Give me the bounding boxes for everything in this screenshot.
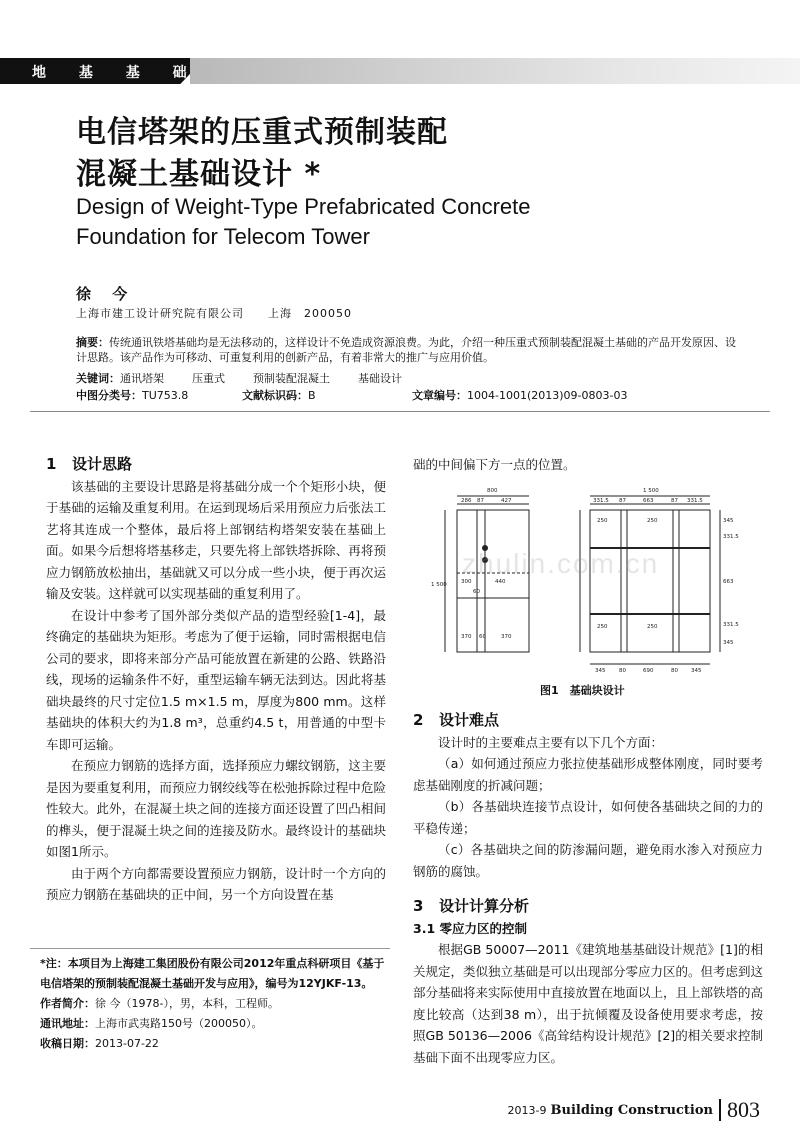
header-divider bbox=[30, 411, 770, 412]
right-column-bottom bbox=[413, 710, 763, 1068]
fig-dim: 87 bbox=[671, 498, 678, 504]
paragraph: （a）如何通过预应力张拉使基础形成整体刚度，同时要考虑基础刚度的折减问题； bbox=[413, 756, 763, 793]
fig-dim: 87 bbox=[619, 498, 626, 504]
abstract-text: 传统通讯铁塔基础均是无法移动的，这样设计不免造成资源浪费。为此，介绍一种压重式预制装配混凝土基础的产品开发原因、设计思路。该产品作为可移动、可重复利用的创新产品，有着非常大的推广与应用价值。 bbox=[76, 336, 736, 364]
page-footer bbox=[508, 1097, 760, 1123]
section-3-heading: 3 设计计算分析 bbox=[413, 897, 530, 915]
article-title-cn bbox=[76, 112, 448, 196]
block-plan bbox=[590, 510, 710, 652]
abstract bbox=[76, 335, 736, 365]
paragraph: 该基础的主要设计思路是将基础分成一个个矩形小块，便于基础的运输及重复利用。在运到现场后采用预应力后张法工艺将其连成一个整体，最后将上部钢结构塔架安装在基础上面。如果今后想将塔基移走，只要先将上部铁塔拆除、再将预应力钢筋放松抽出，基础就又可以分成一些小块，便于再次运输及安装。这样就可以实现基础的重复利用了。 bbox=[46, 478, 386, 601]
article-number: 文章编号：1004-1001(2013)09-0803-03 bbox=[412, 389, 628, 402]
document-code: 文献标识码：B bbox=[242, 389, 316, 402]
footnote-divider bbox=[30, 948, 390, 949]
journal-name: Building Construction bbox=[550, 1102, 713, 1118]
paragraph: 在设计中参考了国外部分类似产品的造型经验[1-4]，最终确定的基础块为矩形。考虑为了便于运输，同时需根据电信公司的要求，即将来部分产品可能放置在新建的公路、铁路沿线，现场的运输条件不好，重型运输车辆无法到达。因此将基础块最终的尺寸定位1.5 m×1.5 m，厚度为800 mm。这样基础块的体积大约为1.8 m³，总重约4.5 t，用普通的中型卡车即可运输。 bbox=[46, 607, 386, 752]
title-cn-line2: 混凝土基础设计 * bbox=[76, 157, 322, 192]
fig-dim: 60 bbox=[479, 634, 486, 640]
fig-dim: 80 bbox=[671, 668, 678, 674]
watermark: zhulin.com.cn bbox=[462, 548, 660, 579]
footer-separator bbox=[719, 1099, 721, 1121]
section-label: 地 基 基 础 bbox=[32, 65, 201, 81]
received-date: 收稿日期：2013-07-22 bbox=[40, 1037, 159, 1050]
fig-dim: 80 bbox=[619, 668, 626, 674]
fig-dim: 370 bbox=[501, 634, 512, 640]
fig-dim: 250 bbox=[597, 518, 608, 524]
paragraph: （b）各基础块连接节点设计，如何使各基础块之间的力的平稳传递； bbox=[413, 799, 763, 836]
fig-dim: 331.5 bbox=[593, 498, 609, 504]
fig-dim: 663 bbox=[643, 498, 654, 504]
right-column-top bbox=[413, 454, 763, 476]
keywords-label: 关键词： bbox=[76, 372, 120, 385]
fig-dim: 250 bbox=[597, 624, 608, 630]
left-column bbox=[46, 454, 386, 906]
article-title-en bbox=[76, 192, 531, 252]
title-en-line1: Design of Weight-Type Prefabricated Concrete bbox=[76, 194, 531, 219]
subsection-3-1-heading: 3.1 零应力区的控制 bbox=[413, 920, 527, 936]
section-header-gradient bbox=[190, 58, 800, 84]
fig-dim: 250 bbox=[647, 624, 658, 630]
author-affiliation: 上海市建工设计研究院有限公司 上海 200050 bbox=[76, 307, 352, 320]
keyword-item: 基础设计 bbox=[358, 372, 402, 385]
fig-dim: 286 bbox=[461, 498, 472, 504]
fig-dim: 345 bbox=[595, 668, 606, 674]
fig-dim: 1 500 bbox=[643, 488, 659, 494]
abstract-label: 摘要： bbox=[76, 336, 109, 349]
fig-dim: 690 bbox=[643, 668, 654, 674]
fig-dim: 663 bbox=[723, 579, 734, 585]
keyword-item: 通讯塔架 bbox=[120, 372, 164, 385]
fig-dim: 331.5 bbox=[723, 622, 739, 628]
fig-dim: 60 bbox=[473, 589, 480, 595]
fig-dim: 1 500 bbox=[431, 582, 447, 588]
keyword-item: 预制装配混凝土 bbox=[253, 372, 330, 385]
fig-dim: 345 bbox=[691, 668, 702, 674]
author-bio: 作者简介：徐 今（1978-），男，本科，工程师。 bbox=[40, 997, 279, 1010]
fig-dim: 370 bbox=[461, 634, 472, 640]
paragraph: 根据GB 50007—2011《建筑地基基础设计规范》[1]的相关规定，类似独立基础是可以出现部分零应力区的。但考虑到这部分基础将来实际使用中直接放置在地面以上，且上部铁塔的高度比较高（达到38 m），出于抗倾覆及设备使用要求考虑，按照GB 50136—2006《高耸结构设计规范》[2]的相关要求控制基础下面不出现零应力区。 bbox=[413, 942, 764, 1065]
section-header-bar bbox=[0, 58, 800, 84]
issue-date: 2013-9 bbox=[507, 1103, 547, 1117]
section-1-heading: 1 设计思路 bbox=[46, 455, 133, 473]
paragraph: 在预应力钢筋的选择方面，选择预应力螺纹钢筋，这主要是因为要重复利用，而预应力钢绞线等在松弛拆除过程中危险性较大。此外，在混凝土块之间的连接方面还设置了凹凸相间的榫头，便于混凝土块之间的连接及防水。最终设计的基础块如图1所示。 bbox=[46, 758, 386, 859]
fig-dim: 440 bbox=[495, 579, 506, 585]
paragraph-continued: 础的中间偏下方一点的位置。 bbox=[413, 457, 576, 472]
fig-dim: 345 bbox=[723, 640, 734, 646]
fig-dim: 331.5 bbox=[723, 534, 739, 540]
fig-dim: 331.5 bbox=[687, 498, 703, 504]
contact-address: 通讯地址：上海市武夷路150号（200050）。 bbox=[40, 1017, 263, 1030]
author-name: 徐 今 bbox=[76, 285, 136, 303]
section-2-heading: 2 设计难点 bbox=[413, 711, 500, 729]
fig-dim: 800 bbox=[487, 488, 498, 494]
paragraph: （c）各基础块之间的防渗漏问题，避免雨水渗入对预应力钢筋的腐蚀。 bbox=[413, 842, 763, 879]
page-number: 803 bbox=[727, 1097, 760, 1122]
title-en-line2: Foundation for Telecom Tower bbox=[76, 224, 370, 249]
fig-dim: 250 bbox=[647, 518, 658, 524]
fund-note: *注：本项目为上海建工集团股份有限公司2012年重点科研项目《基于电信塔架的预制装配混凝土基础开发与应用》，编号为12YJKF-13。 bbox=[40, 957, 385, 990]
clc-number: 中图分类号：TU753.8 bbox=[76, 389, 189, 402]
footnotes bbox=[40, 954, 390, 1054]
fig-dim: 300 bbox=[461, 579, 472, 585]
fig-dim: 87 bbox=[477, 498, 484, 504]
fig-dim: 345 bbox=[723, 518, 734, 524]
paragraph: 设计时的主要难点主要有以下几个方面： bbox=[438, 734, 664, 750]
keywords bbox=[76, 370, 430, 386]
figure-caption: 图1 基础块设计 bbox=[540, 684, 625, 697]
keyword-item: 压重式 bbox=[192, 372, 225, 385]
title-cn-line1: 电信塔架的压重式预制装配 bbox=[76, 115, 448, 150]
fig-dim: 427 bbox=[501, 498, 512, 504]
paragraph: 由于两个方向都需要设置预应力钢筋，设计时一个方向的预应力钢筋在基础块的正中间，另一个方向设置在基 bbox=[46, 865, 386, 902]
